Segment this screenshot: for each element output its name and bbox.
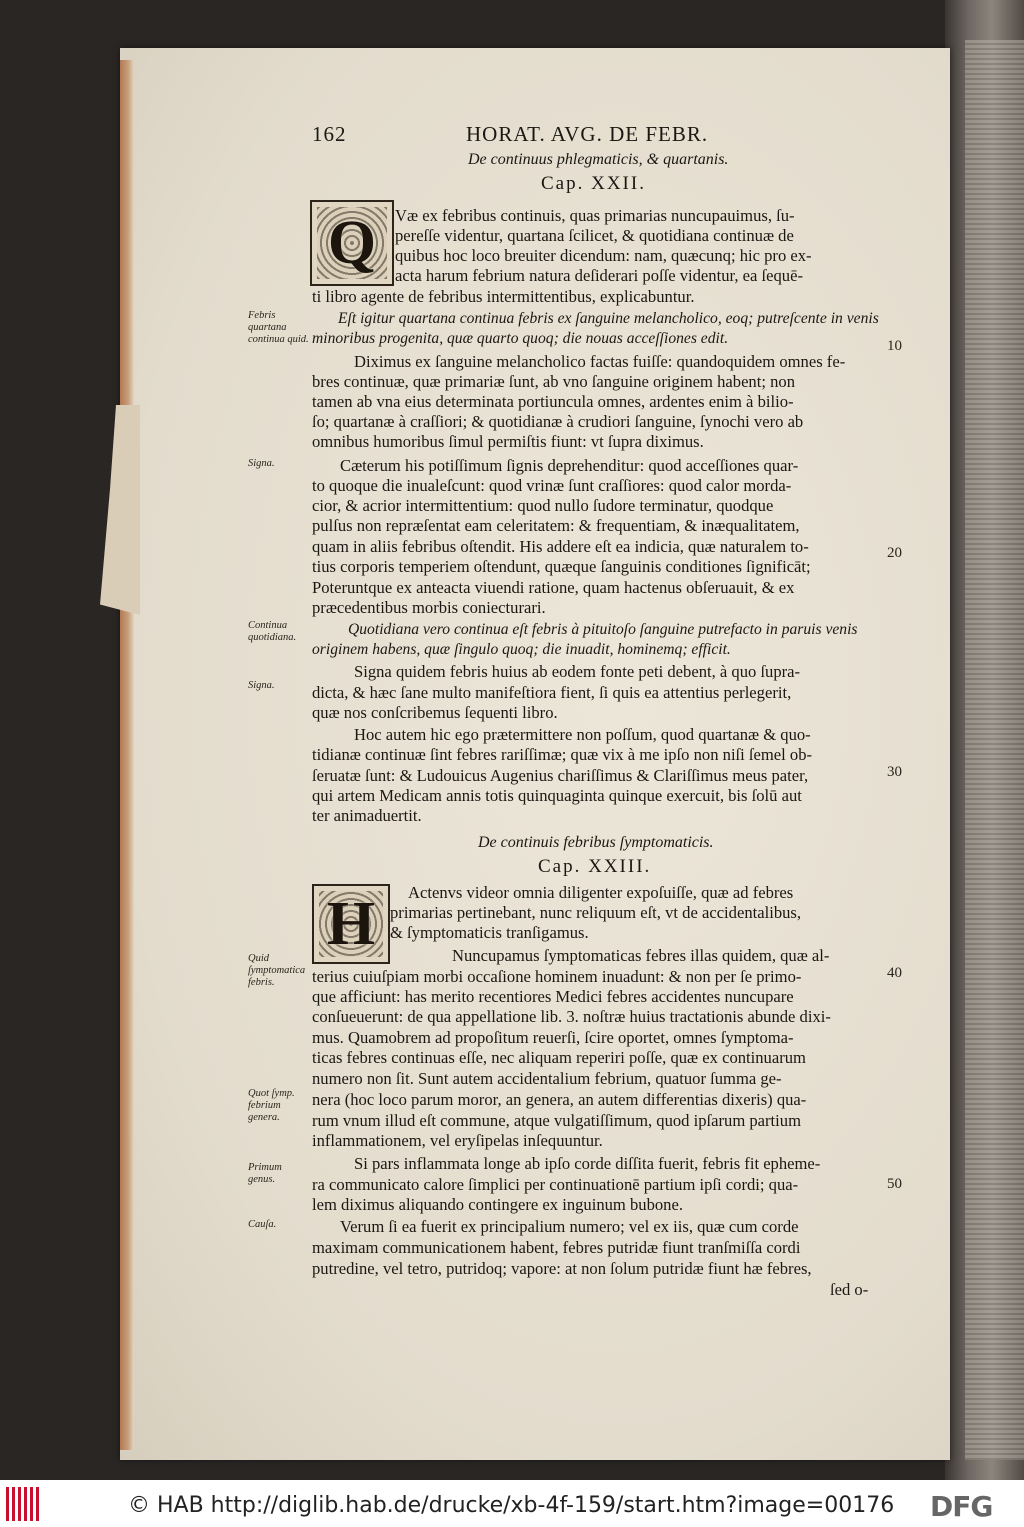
text-line: Verum ſi ea fuerit ex principalium numero; vel ex iis, quæ cum corde [340, 1217, 799, 1236]
text-line: to quoque die inualeſcunt: quod vrinæ ſunt craſſiores: quod calor morda- [312, 476, 792, 495]
margin-note: Primum genus. [248, 1162, 282, 1185]
definition-line: minoribus progenita, quæ quarto quoq; die nouas acceſſiones edit. [312, 330, 729, 347]
text-line: terius cuiuſpiam morbi occaſione hominem inuadunt: & non per ſe primo- [312, 967, 802, 986]
text-line: primarias pertinebant, nunc reliquum eſt, vt de accidentalibus, [390, 903, 802, 922]
line-number: 10 [887, 338, 902, 354]
decorated-initial: Q [310, 200, 394, 286]
line-number: 30 [887, 764, 902, 780]
text-line: Væ ex febribus continuis, quas primarias nuncupauimus, ſu- [395, 206, 795, 225]
page-gutter [120, 60, 134, 1450]
text-line: præcedentibus morbis coniecturari. [312, 598, 546, 617]
text-line: que afficiunt: has merito recentiores Medici febres accidentes nuncupare [312, 987, 794, 1006]
running-head: HORAT. AVG. DE FEBR. [466, 122, 709, 146]
hab-logo-icon [6, 1487, 40, 1521]
text-line: nera (hoc loco parum moror, an genera, an autem differentias dixeris) qua- [312, 1090, 807, 1109]
page-tear [100, 405, 140, 615]
margin-note: Signa. [248, 680, 275, 691]
text-line: Poteruntque ex anteacta viuendi ratione, quam hactenus obſeruauit, & ex [312, 578, 795, 597]
catchword: ſed o- [830, 1280, 869, 1299]
text-line: dicta, & hæc ſane multo manifeſtiora fient, ſi quis ea attentius perlegerit, [312, 683, 792, 702]
margin-note: Cauſa. [248, 1219, 277, 1230]
text-line: acta harum febrium natura deſiderari poſſe videntur, ea ſequē- [395, 266, 803, 285]
definition-line: originem habens, quæ ſingulo quoq; die inuadit, hominemq; efficit. [312, 641, 731, 658]
text-line: ſo; quartanæ à craſſiori; & quotidianæ à crudiori ſanguine, ſynochi vero ab [312, 412, 804, 431]
text-line: ra communicato calore ſimplici per continuationē partium ipſi cordi; qua- [312, 1175, 799, 1194]
text-line: putredine, vel tetro, putridoq; vapore: at non ſolum putridæ fiunt hæ febres, [312, 1259, 812, 1278]
text-line: tamen ab vna eius determinata portiuncula omnes, ardentes enim à bilio- [312, 392, 794, 411]
text-line: qui artem Medicam annis totis quinquaginta quinque exercuit, bis ſolū aut [312, 786, 802, 805]
margin-note: Febris quartana continua quid. [248, 310, 309, 345]
page-number: 162 [312, 122, 347, 146]
text-line: ti libro agente de febribus intermittentibus, explicabuntur. [312, 287, 695, 306]
text-line: quam in aliis febribus oſtendit. His addere eſt ea indicia, quæ naturalem to- [312, 537, 809, 556]
line-number: 20 [887, 545, 902, 561]
text-line: numero non ſit. Sunt autem accidentalium febrium, quatuor ſumma ge- [312, 1069, 782, 1088]
line-number: 40 [887, 965, 902, 981]
text-line: omnibus humoribus ſimul permiſtis fiunt: vt ſupra diximus. [312, 432, 704, 451]
text-line: ſeruatæ ſunt: & Ludouicus Augenius chariſſimus & Clariſſimus meus pater, [312, 766, 809, 785]
text-line: Diximus ex ſanguine melancholico factas fuiſſe: quandoquidem omnes fe- [354, 352, 846, 371]
definition-line: Quotidiana vero continua eſt febris à pituitoſo ſanguine putrefacto in paruis venis [348, 621, 858, 638]
chapter-heading: Cap. XXII. [541, 173, 646, 194]
text-line: rum vnum illud eſt commune, atque vulgatiſſimum, quod ipſarum partium [312, 1111, 801, 1130]
text-line: ticas febres continuas eſſe, nec aliquam reperiri poſſe, quæ ex continuarum [312, 1048, 806, 1067]
text-line: pulſus non repræſentat eam celeritatem: & frequentiam, & inæqualitatem, [312, 516, 800, 535]
text-line: maximam communicationem habent, febres putridæ fiunt tranſmiſſa cordi [312, 1238, 801, 1257]
text-line: conſueuerunt: de qua appellatione lib. 3. noſtræ huius tractationis abunde dixi- [312, 1007, 831, 1026]
text-line: quæ nos conſcribemus ſequenti libro. [312, 703, 558, 722]
source-url[interactable]: © HAB http://diglib.hab.de/drucke/xb-4f-159/start.htm?image=00176 [128, 1493, 895, 1518]
text-line: Cæterum his potiſſimum ſignis deprehenditur: quod acceſſiones quar- [340, 456, 799, 475]
text-line: & ſymptomaticis tranſigamus. [390, 923, 589, 942]
margin-note: Quid ſymptomatica febris. [248, 953, 306, 988]
text-line: Nuncupamus ſymptomaticas febres illas quidem, quæ al- [452, 946, 830, 965]
text-line: bres continuæ, quæ primariæ ſunt, ab vno ſanguine originem habent; non [312, 372, 795, 391]
text-line: quibus hoc loco breuiter dicendum: nam, quæcunq; hic pro ex- [395, 246, 812, 265]
page-stack-edge [965, 40, 1024, 1460]
chapter-heading: Cap. XXIII. [538, 856, 652, 877]
text-line: tidianæ continuæ ſint febres rariſſimæ; quæ vix à me ipſo non niſi ſemel ob- [312, 745, 813, 764]
text-line: tius corporis temperiem oſtendunt, quæque ſanguinis conditiones ſignificāt; [312, 557, 811, 576]
section-subtitle: De continuus phlegmaticis, & quartanis. [468, 151, 729, 168]
section-subtitle: De continuis febribus ſymptomaticis. [478, 834, 714, 851]
margin-note: Quot ſymp. febrium genera. [248, 1088, 295, 1123]
text-line: Hoc autem hic ego prætermittere non poſſum, quod quartanæ & quo- [354, 725, 811, 744]
text-line: pereſſe videntur, quartana ſcilicet, & quotidiana continuæ de [395, 226, 794, 245]
text-line: inflammationem, vel eryſipelas inſequuntur. [312, 1131, 603, 1150]
text-line: lem diximus aliquando contingere ex inguinum bubone. [312, 1195, 683, 1214]
dfg-logo: DFG [930, 1490, 993, 1523]
text-line: cior, & acrior intermittentium: quod nullo ſudore terminatur, quodque [312, 496, 774, 515]
text-line: Signa quidem febris huius ab eodem fonte peti debent, à quo ſupra- [354, 662, 801, 681]
text-line: Si pars inflammata longe ab ipſo corde diſſita fuerit, febris fit epheme- [354, 1154, 821, 1173]
definition-line: Eſt igitur quartana continua febris ex ſanguine melancholico, eoq; putreſcente in venis [338, 310, 879, 327]
text-line: mus. Quamobrem ad propoſitum reuerſi, ſcire oportet, omnes ſymptoma- [312, 1028, 794, 1047]
line-number: 50 [887, 1176, 902, 1192]
margin-note: Signa. [248, 458, 275, 469]
decorated-initial: H [312, 884, 390, 964]
margin-note: Continua quotidiana. [248, 620, 297, 643]
text-line: ter animaduertit. [312, 806, 422, 825]
text-line: Actenvs videor omnia diligenter expoſuiſſe, quæ ad febres [408, 883, 794, 902]
